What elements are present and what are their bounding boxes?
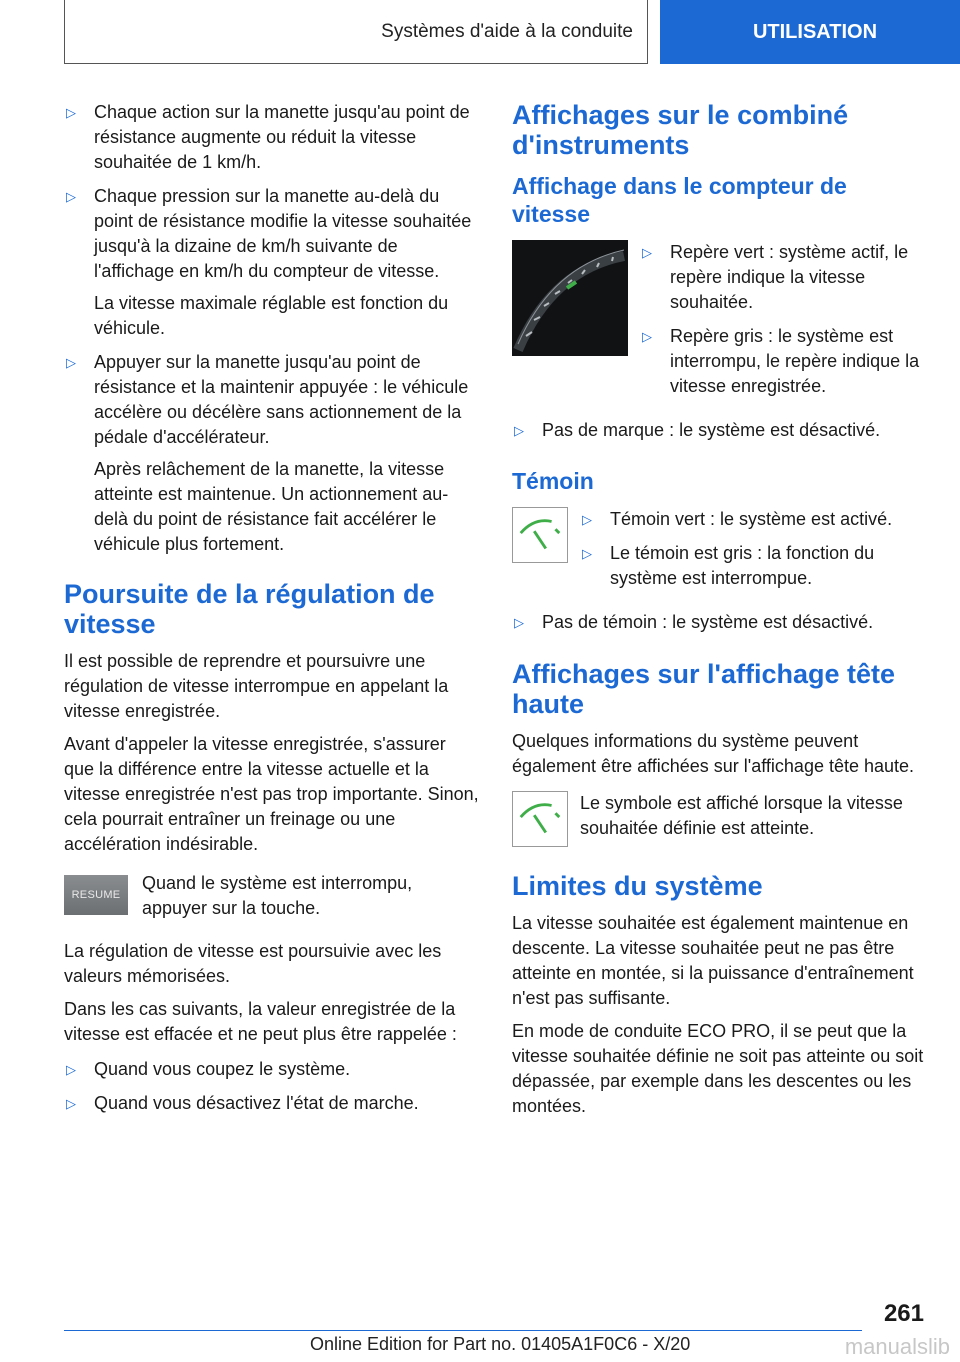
resume-button-label: RESUME [71, 889, 121, 901]
paragraph: En mode de conduite ECO PRO, il se peut que la vitesse souhaitée définie ne soit pas atteinte ou soit dépassée, par exemple dans les descentes ou les montées. [512, 1021, 924, 1116]
resume-caption: Quand le système est interrompu, appuyer sur la touche. [142, 873, 413, 918]
list-item-text: Chaque action sur la manette jusqu'au point de résistance augmente ou réduit la vitesse souhaitée de 1 km/h. [94, 102, 470, 172]
triangle-bullet-icon: ▷ [66, 1096, 76, 1111]
triangle-bullet-icon: ▷ [66, 105, 76, 120]
triangle-bullet-icon: ▷ [642, 329, 652, 344]
list-item-text: Pas de témoin : le système est désactivé. [542, 612, 874, 632]
edition-note: Online Edition for Part no. 01405A1F0C6 - X/20 [310, 1334, 691, 1354]
chapter-label: UTILISATION [752, 20, 878, 43]
triangle-bullet-icon: ▷ [582, 512, 592, 527]
watermark: manualslib [844, 1334, 950, 1359]
section-title: Systèmes d'aide à la conduite [381, 20, 633, 42]
list-item [64, 100, 480, 175]
page-number: 261 [883, 1300, 924, 1327]
hud-caption: Le symbole est affiché lorsque la vitesse souhaitée définie est atteinte. [580, 793, 903, 838]
list-item [580, 541, 928, 591]
resume-button-image [64, 875, 128, 915]
speedometer-image [512, 240, 628, 356]
bullet-list [512, 418, 928, 443]
paragraph: Dans les cas suivants, la valeur enregistrée de la vitesse est effacée et ne peut plus être rappelée : [64, 999, 457, 1044]
speedometer-figure-row [512, 240, 928, 408]
paragraph: Quelques informations du système peuvent également être affichées sur l'affichage tête haute. [512, 731, 915, 776]
triangle-bullet-icon: ▷ [514, 423, 524, 438]
list-item-text: Le témoin est gris : la fonction du système est interrompue. [610, 543, 875, 588]
bullet-list [512, 610, 928, 635]
triangle-bullet-icon: ▷ [66, 189, 76, 204]
triangle-bullet-icon: ▷ [582, 546, 592, 561]
indicator-figure-row [512, 507, 928, 600]
triangle-bullet-icon: ▷ [66, 1062, 76, 1077]
list-item [512, 418, 928, 443]
list-item [512, 610, 928, 635]
list-item-text: Pas de marque : le système est désactivé. [542, 420, 881, 440]
bullet-list [640, 240, 928, 408]
speedometer-heading: Affichage dans le compteur de vitesse [512, 173, 847, 227]
list-item-text: Chaque pression sur la manette au-delà du point de résistance modifie la vitesse souhaitée jusqu'à la dizaine de km/h suivante de l'affichage en km/h du compteur de vitesse. [94, 186, 472, 281]
list-item [64, 350, 480, 557]
bullet-list [580, 507, 928, 600]
bullet-list [64, 1057, 480, 1116]
indicator-heading: Témoin [512, 468, 594, 494]
list-item-text: Repère vert : système actif, le repère indique la vitesse souhaitée. [670, 242, 909, 312]
hud-figure-row [512, 791, 928, 849]
paragraph: La vitesse souhaitée est également maintenue en descente. La vitesse souhaitée peut ne pas être atteinte en montée, si la puissance d'entraînement n'est pas suffisante. [512, 913, 914, 1008]
triangle-bullet-icon: ▷ [66, 355, 76, 370]
triangle-bullet-icon: ▷ [642, 245, 652, 260]
paragraph: La régulation de vitesse est poursuivie avec les valeurs mémorisées. [64, 941, 442, 986]
list-item-text: Appuyer sur la manette jusqu'au point de résistance et la maintenir appuyée : le véhicule accélère ou décélère sans actionnement de la pédale d'accélérateur. [94, 352, 469, 447]
list-item-text: Témoin vert : le système est activé. [610, 509, 893, 529]
resume-heading: Poursuite de la régulation de vitesse [64, 579, 435, 639]
bullet-list [64, 100, 480, 557]
list-item-note: La vitesse maximale réglable est fonction du véhicule. [94, 293, 449, 338]
list-item [64, 1091, 480, 1116]
list-item [640, 324, 928, 399]
triangle-bullet-icon: ▷ [514, 615, 524, 630]
list-item [580, 507, 928, 532]
list-item-text: Quand vous coupez le système. [94, 1059, 351, 1079]
running-header-section [64, 0, 648, 64]
list-item [64, 184, 480, 341]
limits-heading: Limites du système [512, 871, 763, 901]
right-column [512, 100, 928, 1127]
paragraph: Il est possible de reprendre et poursuivre une régulation de vitesse interrompue en appelant la vitesse enregistrée. [64, 651, 449, 721]
list-item-text: Quand vous désactivez l'état de marche. [94, 1093, 419, 1113]
list-item-text: Repère gris : le système est interrompu, le repère indique la vitesse enregistrée. [670, 326, 920, 396]
hud-heading: Affichages sur l'affichage tête haute [512, 659, 896, 719]
chapter-tab[interactable] [660, 0, 960, 64]
left-column [64, 100, 480, 1125]
display-heading: Affichages sur le combiné d'instruments [512, 100, 849, 160]
list-item [64, 1057, 480, 1082]
paragraph: Avant d'appeler la vitesse enregistrée, s'assurer que la différence entre la vitesse actuelle et la vitesse enregistrée n'est pas trop importante. Sinon, cela pourrait entraîner un freinage ou une accélération indésirable. [64, 734, 479, 854]
list-item [640, 240, 928, 315]
resume-figure-row [64, 871, 480, 929]
list-item-note: Après relâchement de la manette, la vitesse atteinte est maintenue. Un actionnement au-delà du point de résistance fait accélérer le véhicule plus fortement. [94, 459, 449, 554]
footer-divider [64, 1330, 862, 1331]
hud-speed-reached-icon [512, 791, 568, 847]
cruise-control-indicator-icon [512, 507, 568, 563]
